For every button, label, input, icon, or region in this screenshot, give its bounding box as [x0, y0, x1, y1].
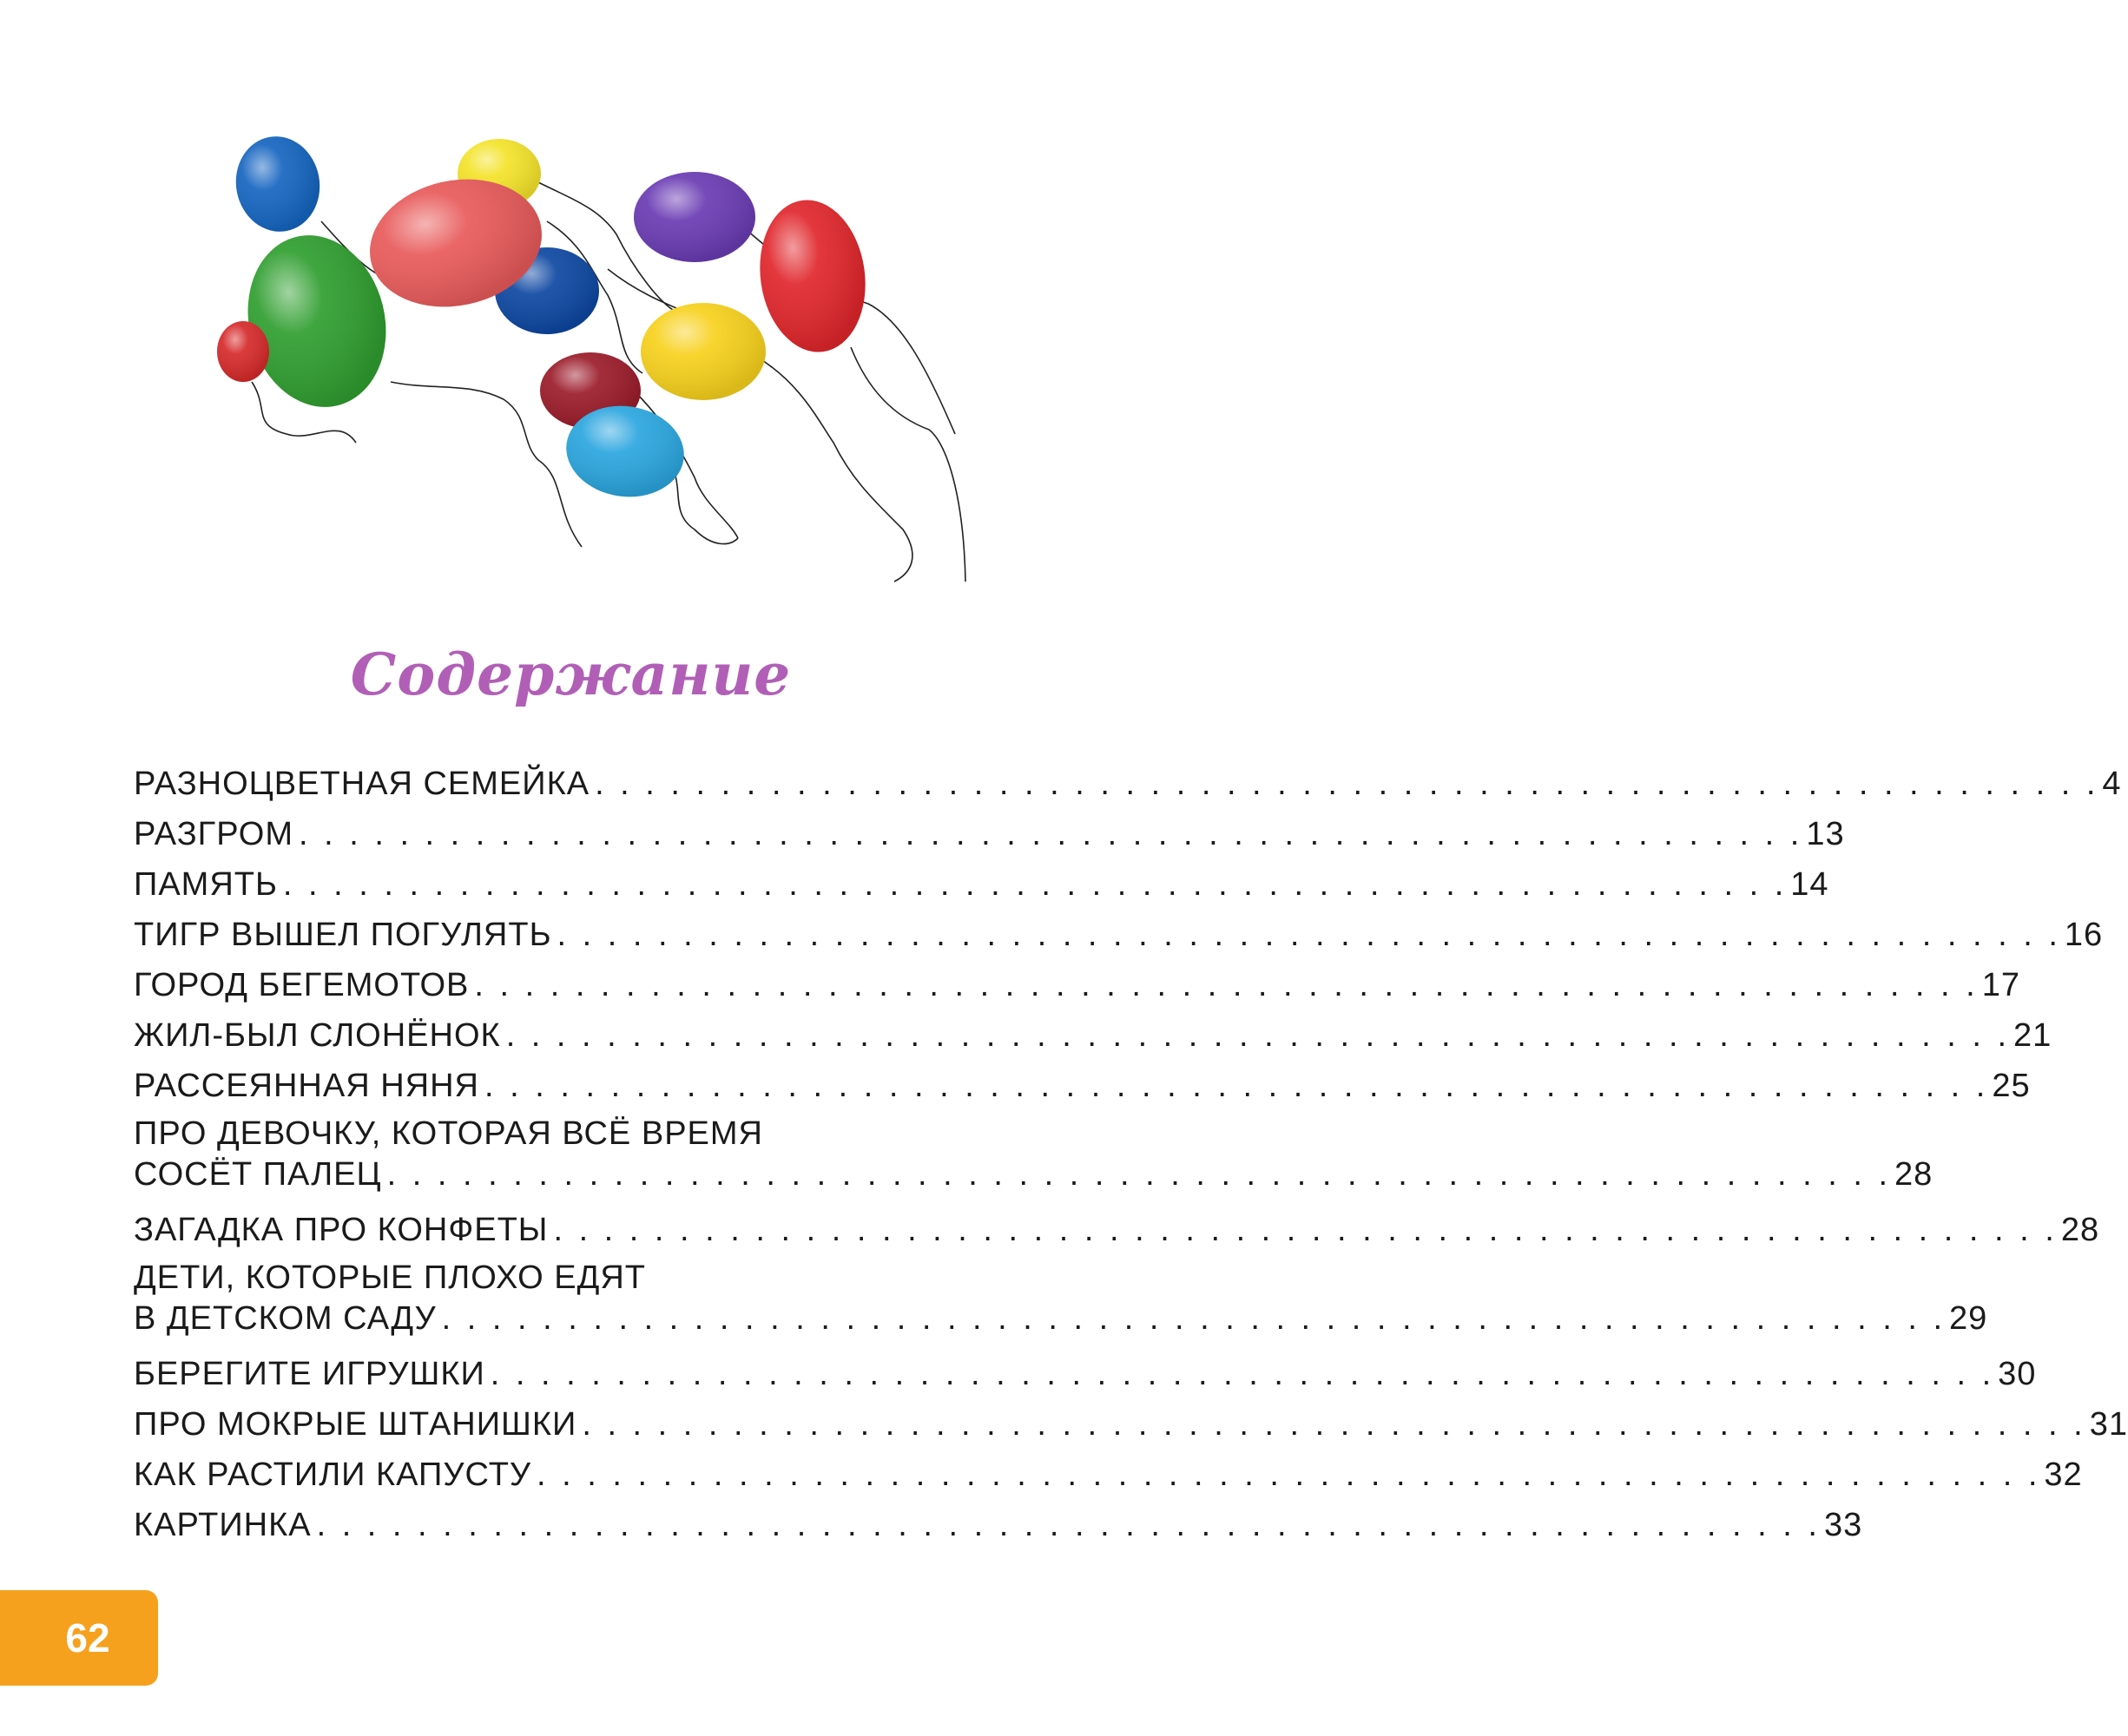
toc-entry-title-line1: ПРО ДЕВОЧКУ, КОТОРАЯ ВСЁ ВРЕМЯ [134, 1115, 763, 1152]
toc-entry[interactable] [134, 1259, 1988, 1352]
toc-entry-page: 25 [1992, 1068, 2031, 1104]
toc-entry[interactable] [134, 863, 1829, 913]
toc-entry-page: 28 [1894, 1156, 1934, 1193]
toc-entry-page: 16 [2064, 917, 2104, 953]
toc-entry-page: 30 [1998, 1356, 2037, 1392]
toc-entry-title: БЕРЕГИТЕ ИГРУШКИ [134, 1356, 485, 1392]
toc-entry[interactable] [134, 1453, 2083, 1503]
dot-leader: . . . . . . . . . . . . . . . . . . . . . . . . . . . . . . . . . . . . . . . . . . . . . . . . . . . . . . . . . . . . [537, 1457, 2041, 1493]
dot-leader: . . . . . . . . . . . . . . . . . . . . . . . . . . . . . . . . . . . . . . . . . . . . . . . . . . . . . . . . . . . . [316, 1507, 1821, 1543]
balloons-illustration [208, 130, 972, 590]
toc-entry-page: 21 [2013, 1017, 2052, 1054]
toc-entry-page: 31 [2089, 1406, 2128, 1443]
toc-entry[interactable] [134, 913, 2104, 963]
dot-leader: . . . . . . . . . . . . . . . . . . . . . . . . . . . . . . . . . . . . . . . . . . . . . . . . . . . . . . . . . . . . [484, 1068, 1989, 1104]
toc-entry[interactable] [134, 812, 1845, 863]
toc-entry[interactable] [134, 1064, 2031, 1115]
toc-entry-title: ГОРОД БЕГЕМОТОВ [134, 967, 470, 1003]
toc-entry[interactable] [134, 1403, 2128, 1453]
dot-leader: . . . . . . . . . . . . . . . . . . . . . . . . . . . . . . . . . . . . . . . . . . . . . . . . . . . . . . . . . . . . [298, 816, 1803, 852]
toc-entry-page: 4 [2102, 766, 2122, 802]
dot-leader: . . . . . . . . . . . . . . . . . . . . . . . . . . . . . . . . . . . . . . . . . . . . . . . . . . . . . . . . . . . . [505, 1017, 2011, 1054]
toc-entry-page: 29 [1949, 1300, 1988, 1337]
dot-leader: . . . . . . . . . . . . . . . . . . . . . . . . . . . . . . . . . . . . . . . . . . . . . . . . . . . . . . . . . . . . [474, 967, 1979, 1003]
dot-leader: . . . . . . . . . . . . . . . . . . . . . . . . . . . . . . . . . . . . . . . . . . . . . . . . . . . . . . . . . . . . [386, 1156, 1891, 1193]
toc-entry[interactable] [134, 1208, 2100, 1259]
dot-leader: . . . . . . . . . . . . . . . . . . . . . . . . . . . . . . . . . . . . . . . . . . . . . . . . . . . . . . . . . . . . [282, 866, 1788, 903]
toc-entry-title: ПАМЯТЬ [134, 866, 278, 903]
toc-entry-page: 32 [2044, 1457, 2083, 1493]
toc-entry-title: РАЗНОЦВЕТНАЯ СЕМЕЙКА [134, 766, 590, 802]
toc-entry[interactable] [134, 1014, 2052, 1064]
toc-entry-title: ЗАГАДКА ПРО КОНФЕТЫ [134, 1212, 549, 1248]
toc-entry-title: КАК РАСТИЛИ КАПУСТУ [134, 1457, 532, 1493]
dot-leader: . . . . . . . . . . . . . . . . . . . . . . . . . . . . . . . . . . . . . . . . . . . . . . . . . . . . . . . . . . . . [441, 1300, 1946, 1337]
toc-entry-page: 13 [1806, 816, 1845, 852]
contents-title: Содержание [350, 641, 792, 708]
toc-entry-page: 17 [1981, 967, 2020, 1003]
toc-entry-title: ПРО МОКРЫЕ ШТАНИШКИ [134, 1406, 577, 1443]
toc-entry-title: РАССЕЯННАЯ НЯНЯ [134, 1068, 479, 1104]
toc-entry[interactable] [134, 762, 2122, 812]
toc-entry-page: 28 [2060, 1212, 2100, 1248]
toc-entry-title-line1: ДЕТИ, КОТОРЫЕ ПЛОХО ЕДЯТ [134, 1259, 646, 1296]
dot-leader: . . . . . . . . . . . . . . . . . . . . . . . . . . . . . . . . . . . . . . . . . . . . . . . . . . . . . . . . . . . . [595, 766, 2099, 802]
toc-entry-title: ЖИЛ-БЫЛ СЛОНЁНОК [134, 1017, 501, 1054]
dot-leader: . . . . . . . . . . . . . . . . . . . . . . . . . . . . . . . . . . . . . . . . . . . . . . . . . . . . . . . . . . . . [553, 1212, 2058, 1248]
toc-entry-title: РАЗГРОМ [134, 816, 293, 852]
dot-leader: . . . . . . . . . . . . . . . . . . . . . . . . . . . . . . . . . . . . . . . . . . . . . . . . . . . . . . . . . . . . [557, 917, 2061, 953]
page-number: 62 [65, 1615, 110, 1660]
toc-entry-title: СОСЁТ ПАЛЕЦ [134, 1156, 382, 1193]
toc-entry-title: КАРТИНКА [134, 1507, 312, 1543]
toc-entry[interactable] [134, 1503, 1863, 1554]
toc-entry[interactable] [134, 1115, 1934, 1208]
page-number-tab [0, 1590, 158, 1686]
toc-entry-page: 14 [1790, 866, 1829, 903]
toc-entry-page: 33 [1823, 1507, 1863, 1543]
toc-entry[interactable] [134, 963, 2020, 1014]
table-of-contents [134, 762, 2128, 1554]
dot-leader: . . . . . . . . . . . . . . . . . . . . . . . . . . . . . . . . . . . . . . . . . . . . . . . . . . . . . . . . . . . . [490, 1356, 1995, 1392]
dot-leader: . . . . . . . . . . . . . . . . . . . . . . . . . . . . . . . . . . . . . . . . . . . . . . . . . . . . . . . . . . . . [582, 1406, 2086, 1443]
toc-entry-title: ТИГР ВЫШЕЛ ПОГУЛЯТЬ [134, 917, 552, 953]
toc-entry-title: В ДЕТСКОМ САДУ [134, 1300, 437, 1337]
toc-entry[interactable] [134, 1352, 2037, 1403]
